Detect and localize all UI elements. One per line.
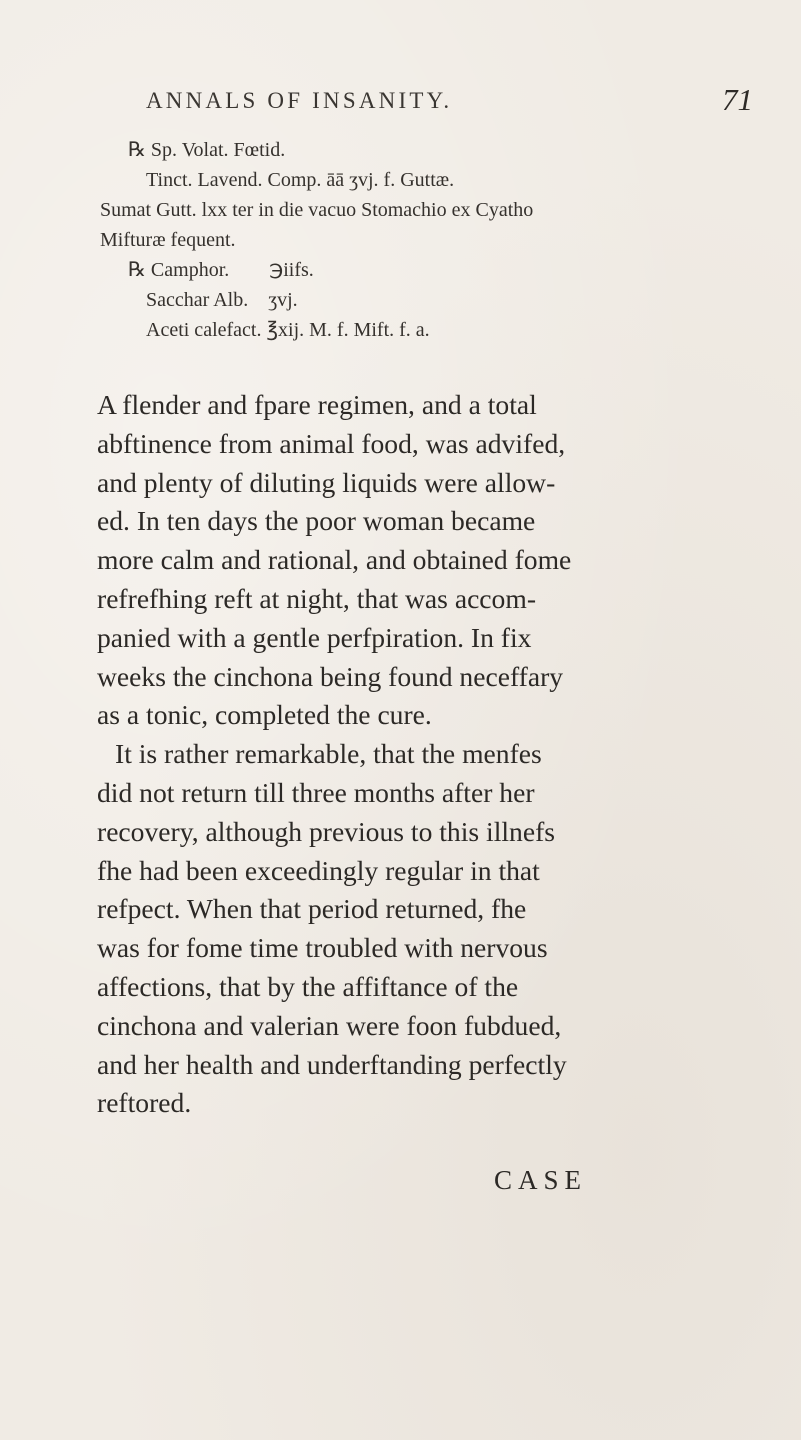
running-head — [146, 82, 753, 122]
prescription-line: Mifturæ fequent. — [100, 229, 236, 251]
text-line: abftinence from animal food, was advifed, — [97, 427, 566, 459]
text-line: fhe had been exceedingly regular in that — [97, 854, 540, 886]
text-line: panied with a gentle perfpiration. In fix — [97, 621, 532, 653]
text-line: did not return till three months after her — [97, 776, 535, 808]
page-number: 71 — [722, 82, 753, 117]
running-title: ANNALS OF INSANITY. — [146, 88, 453, 113]
text-line: refpect. When that period returned, fhe — [97, 893, 527, 925]
text-line: as a tonic, completed the cure. — [97, 699, 432, 731]
text-line: recovery, although previous to this illnefs — [97, 815, 556, 847]
text-line: reftored. — [97, 1087, 192, 1119]
prescription-line: Sacchar Alb. ʒvj. — [146, 289, 298, 311]
text-line: weeks the cinchona being found neceffary — [97, 660, 564, 692]
text-line: refrefhing reft at night, that was accom- — [97, 582, 537, 614]
catchword: CASE — [494, 1165, 588, 1195]
text-line: ed. In ten days the poor woman became — [97, 505, 536, 537]
text-line: was for fome time troubled with nervous — [97, 932, 548, 964]
prescription-line: ℞ Sp. Volat. Fœtid. — [128, 139, 286, 161]
text-line: and plenty of diluting liquids were allow- — [97, 466, 556, 498]
text-line: A flender and fpare regimen, and a total — [97, 389, 537, 420]
prescription-line: Tinct. Lavend. Comp. āā ʒvj. f. Guttæ. — [146, 169, 455, 191]
prescription-line: ℞ Camphor. ℈iifs. — [128, 259, 314, 281]
text-line: more calm and rational, and obtained fome — [97, 544, 572, 576]
text-line: cinchona and valerian were foon fubdued, — [97, 1009, 562, 1041]
body-paragraphs — [97, 386, 657, 1123]
prescription-line: Sumat Gutt. lxx ter in die vacuo Stomachio ex Cyatho — [100, 199, 534, 221]
text-line: affections, that by the affiftance of the — [97, 970, 519, 1002]
prescription-line: Aceti calefact. ℥xij. M. f. Mift. f. a. — [146, 319, 430, 341]
text-line: and her health and underftanding perfectly — [97, 1048, 567, 1080]
text-line: It is rather remarkable, that the menfes — [115, 738, 542, 770]
